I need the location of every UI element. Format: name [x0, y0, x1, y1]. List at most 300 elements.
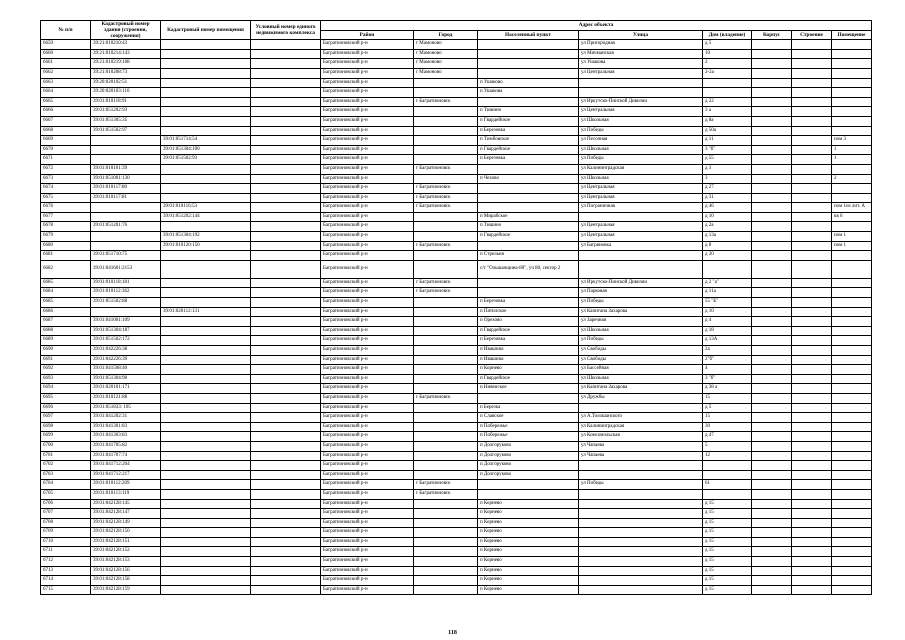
- building-cell: [792, 222, 832, 232]
- district-cell: Багратионовский р-н: [321, 68, 414, 78]
- building-cell: [792, 307, 832, 317]
- settlement-cell: [478, 241, 579, 251]
- district-cell: Багратионовский р-н: [321, 298, 414, 308]
- korpus-cell: [752, 203, 792, 213]
- cadastral-building-cell: 39:01:042128:145: [91, 499, 161, 509]
- table-row: [41, 78, 872, 88]
- settlement-cell: п Тимбовское: [478, 136, 579, 146]
- korpus-cell: [752, 432, 792, 442]
- cadastral-room-cell: [161, 451, 251, 461]
- room-cell: [832, 537, 872, 547]
- conditional-number-cell: [251, 336, 321, 346]
- cadastral-room-cell: [161, 97, 251, 107]
- building-cell: [792, 365, 832, 375]
- street-cell: [579, 528, 703, 538]
- conditional-number-cell: [251, 278, 321, 288]
- room-cell: [832, 40, 872, 50]
- settlement-cell: п Ушакова: [478, 88, 579, 98]
- conditional-number-cell: [251, 537, 321, 547]
- city-cell: г Багратионовск: [414, 241, 478, 251]
- street-cell: ул Бассейная: [579, 365, 703, 375]
- district-cell: Багратионовский р-н: [321, 136, 414, 146]
- cadastral-room-cell: 39:01:051714:54: [161, 136, 251, 146]
- table-row: [41, 403, 872, 413]
- korpus-cell: [752, 326, 792, 336]
- korpus-cell: [752, 566, 792, 576]
- row-number: 6701: [41, 451, 91, 461]
- korpus-cell: [752, 40, 792, 50]
- table-row: [41, 537, 872, 547]
- house-cell: д 31: [703, 193, 752, 203]
- table-row: [41, 298, 872, 308]
- cadastral-building-cell: 39:21:010208:73: [91, 68, 161, 78]
- room-cell: [832, 184, 872, 194]
- street-cell: ул Школьная: [579, 374, 703, 384]
- district-cell: Багратионовский р-н: [321, 97, 414, 107]
- settlement-cell: [478, 49, 579, 59]
- cadastral-building-cell: 39:01:051833: 105: [91, 403, 161, 413]
- district-cell: Багратионовский р-н: [321, 528, 414, 538]
- house-cell: д 2а: [703, 222, 752, 232]
- cadastral-room-cell: 39:01:051502:93: [161, 155, 251, 165]
- cadastral-room-cell: [161, 384, 251, 394]
- row-number: 6706: [41, 499, 91, 509]
- district-cell: Багратионовский р-н: [321, 174, 414, 184]
- cadastral-room-cell: [161, 49, 251, 59]
- cadastral-building-cell: 39:01:042128:149: [91, 518, 161, 528]
- cadastral-building-cell: 39:01:041601:2153: [91, 260, 161, 278]
- house-cell: д 10: [703, 212, 752, 222]
- table-row: [41, 509, 872, 519]
- settlement-cell: п Березовка: [478, 336, 579, 346]
- room-cell: [832, 355, 872, 365]
- street-cell: ул Победы: [579, 126, 703, 136]
- table-row: [41, 288, 872, 298]
- cadastral-building-cell: [91, 203, 161, 213]
- room-cell: пом 3: [832, 136, 872, 146]
- table-row: [41, 365, 872, 375]
- korpus-cell: [752, 518, 792, 528]
- conditional-number-cell: [251, 566, 321, 576]
- conditional-number-cell: [251, 68, 321, 78]
- header-korpus: Корпус: [752, 30, 792, 40]
- building-cell: [792, 203, 832, 213]
- district-cell: Багратионовский р-н: [321, 441, 414, 451]
- row-number: 6685: [41, 278, 91, 288]
- district-cell: Багратионовский р-н: [321, 116, 414, 126]
- house-cell: 2а: [703, 346, 752, 356]
- cadastral-building-cell: 39:01:041707:74: [91, 451, 161, 461]
- header-city: Город: [414, 30, 478, 40]
- building-cell: [792, 374, 832, 384]
- conditional-number-cell: [251, 164, 321, 174]
- header-district: Район: [321, 30, 414, 40]
- korpus-cell: [752, 49, 792, 59]
- city-cell: [414, 251, 478, 261]
- room-cell: пом 1: [832, 241, 872, 251]
- cadastral-room-cell: [161, 126, 251, 136]
- room-cell: [832, 413, 872, 423]
- street-cell: [579, 78, 703, 88]
- table-row: [41, 59, 872, 69]
- conditional-number-cell: [251, 184, 321, 194]
- header-cadastral-room: Кадастровый номер помещения: [161, 21, 251, 40]
- header-room: Помещение: [832, 30, 872, 40]
- header-building: Строение: [792, 30, 832, 40]
- city-cell: [414, 317, 478, 327]
- cadastral-building-cell: 39:01:051502:97: [91, 126, 161, 136]
- settlement-cell: п Гвардейское: [478, 145, 579, 155]
- cadastral-room-cell: [161, 547, 251, 557]
- cadastral-building-cell: [91, 212, 161, 222]
- row-number: 6671: [41, 155, 91, 165]
- settlement-cell: п Корнево: [478, 566, 579, 576]
- table-row: [41, 336, 872, 346]
- conditional-number-cell: [251, 403, 321, 413]
- cadastral-room-cell: [161, 116, 251, 126]
- cadastral-building-cell: 39:21:010214:143: [91, 49, 161, 59]
- korpus-cell: [752, 107, 792, 117]
- cadastral-building-cell: 39:01:051304:90: [91, 374, 161, 384]
- street-cell: ул Школьная: [579, 326, 703, 336]
- house-cell: д 13А: [703, 336, 752, 346]
- room-cell: 1: [832, 145, 872, 155]
- street-cell: [579, 547, 703, 557]
- korpus-cell: [752, 413, 792, 423]
- street-cell: ул Пригородная: [579, 40, 703, 50]
- house-cell: 3: [703, 174, 752, 184]
- street-cell: ул Иркутско-Пинской Дивизии: [579, 97, 703, 107]
- conditional-number-cell: [251, 326, 321, 336]
- table-row: [41, 155, 872, 165]
- table-row: [41, 499, 872, 509]
- street-cell: [579, 576, 703, 586]
- building-cell: [792, 528, 832, 538]
- street-cell: [579, 537, 703, 547]
- cadastral-building-cell: [91, 232, 161, 242]
- table-row: [41, 480, 872, 490]
- cadastral-room-cell: 39:01:010116:53: [161, 203, 251, 213]
- street-cell: ул Школьная: [579, 174, 703, 184]
- settlement-cell: п Побережье: [478, 422, 579, 432]
- city-cell: [414, 336, 478, 346]
- house-cell: [703, 260, 752, 278]
- korpus-cell: [752, 576, 792, 586]
- street-cell: ул Пограничная: [579, 203, 703, 213]
- row-number: 6660: [41, 49, 91, 59]
- cadastral-building-cell: 39:21:010210:43: [91, 40, 161, 50]
- korpus-cell: [752, 336, 792, 346]
- korpus-cell: [752, 232, 792, 242]
- district-cell: Багратионовский р-н: [321, 422, 414, 432]
- room-cell: [832, 393, 872, 403]
- settlement-cell: п Корнево: [478, 365, 579, 375]
- korpus-cell: [752, 212, 792, 222]
- street-cell: [579, 518, 703, 528]
- house-cell: д 15: [703, 509, 752, 519]
- district-cell: Багратионовский р-н: [321, 232, 414, 242]
- building-cell: [792, 461, 832, 471]
- korpus-cell: [752, 298, 792, 308]
- cadastral-room-cell: [161, 317, 251, 327]
- row-number: 6690: [41, 346, 91, 356]
- room-cell: [832, 346, 872, 356]
- conditional-number-cell: [251, 422, 321, 432]
- conditional-number-cell: [251, 232, 321, 242]
- district-cell: Багратионовский р-н: [321, 222, 414, 232]
- district-cell: Багратионовский р-н: [321, 145, 414, 155]
- table-row: [41, 585, 872, 595]
- conditional-number-cell: [251, 174, 321, 184]
- building-cell: [792, 547, 832, 557]
- settlement-cell: [478, 288, 579, 298]
- district-cell: Багратионовский р-н: [321, 393, 414, 403]
- city-cell: [414, 547, 478, 557]
- building-cell: [792, 317, 832, 327]
- house-cell: д 5: [703, 40, 752, 50]
- city-cell: [414, 518, 478, 528]
- house-cell: д 47: [703, 432, 752, 442]
- building-cell: [792, 78, 832, 88]
- settlement-cell: п Долгоруково: [478, 470, 579, 480]
- settlement-cell: п Корнево: [478, 576, 579, 586]
- district-cell: Багратионовский р-н: [321, 212, 414, 222]
- city-cell: [414, 451, 478, 461]
- street-cell: ул Центральная: [579, 107, 703, 117]
- conditional-number-cell: [251, 489, 321, 499]
- conditional-number-cell: [251, 393, 321, 403]
- korpus-cell: [752, 422, 792, 432]
- conditional-number-cell: [251, 346, 321, 356]
- district-cell: Багратионовский р-н: [321, 184, 414, 194]
- district-cell: Багратионовский р-н: [321, 384, 414, 394]
- house-cell: д 20: [703, 251, 752, 261]
- house-cell: д 15: [703, 499, 752, 509]
- district-cell: Багратионовский р-н: [321, 203, 414, 213]
- building-cell: [792, 116, 832, 126]
- city-cell: [414, 126, 478, 136]
- cadastral-room-cell: [161, 374, 251, 384]
- building-cell: [792, 97, 832, 107]
- row-number: 6661: [41, 59, 91, 69]
- building-cell: [792, 68, 832, 78]
- settlement-cell: п Березовка: [478, 298, 579, 308]
- settlement-cell: п Ивашина: [478, 355, 579, 365]
- korpus-cell: [752, 184, 792, 194]
- cadastral-room-cell: 39:01:051202:144: [161, 212, 251, 222]
- house-cell: д 38 а: [703, 384, 752, 394]
- cadastral-room-cell: [161, 278, 251, 288]
- korpus-cell: [752, 528, 792, 538]
- row-number: 6710: [41, 537, 91, 547]
- header-house: Дом (владение): [703, 30, 752, 40]
- room-cell: [832, 288, 872, 298]
- room-cell: [832, 576, 872, 586]
- header-num: № п/п: [41, 21, 91, 40]
- district-cell: Багратионовский р-н: [321, 480, 414, 490]
- room-cell: [832, 260, 872, 278]
- conditional-number-cell: [251, 145, 321, 155]
- cadastral-room-cell: [161, 336, 251, 346]
- room-cell: [832, 585, 872, 595]
- room-cell: [832, 489, 872, 499]
- korpus-cell: [752, 547, 792, 557]
- street-cell: ул Комсомольская: [579, 432, 703, 442]
- city-cell: г Багратионовск: [414, 393, 478, 403]
- conditional-number-cell: [251, 480, 321, 490]
- district-cell: Багратионовский р-н: [321, 307, 414, 317]
- row-number: 6692: [41, 365, 91, 375]
- settlement-cell: [478, 278, 579, 288]
- cadastral-building-cell: [91, 155, 161, 165]
- settlement-cell: п Долгоруково: [478, 451, 579, 461]
- conditional-number-cell: [251, 547, 321, 557]
- table-row: [41, 222, 872, 232]
- row-number: 6707: [41, 509, 91, 519]
- cadastral-room-cell: [161, 365, 251, 375]
- row-number: 6686: [41, 307, 91, 317]
- building-cell: [792, 557, 832, 567]
- district-cell: Багратионовский р-н: [321, 346, 414, 356]
- conditional-number-cell: [251, 193, 321, 203]
- house-cell: 4: [703, 365, 752, 375]
- conditional-number-cell: [251, 317, 321, 327]
- district-cell: Багратионовский р-н: [321, 241, 414, 251]
- conditional-number-cell: [251, 241, 321, 251]
- house-cell: д 8: [703, 241, 752, 251]
- table-row: [41, 174, 872, 184]
- building-cell: [792, 441, 832, 451]
- house-cell: 2-2а: [703, 68, 752, 78]
- district-cell: Багратионовский р-н: [321, 576, 414, 586]
- table-row: [41, 547, 872, 557]
- conditional-number-cell: [251, 40, 321, 50]
- cadastral-building-cell: 39:01:041712:204: [91, 461, 161, 471]
- table-row: [41, 145, 872, 155]
- korpus-cell: [752, 461, 792, 471]
- district-cell: Багратионовский р-н: [321, 537, 414, 547]
- building-cell: [792, 126, 832, 136]
- cadastral-room-cell: [161, 566, 251, 576]
- city-cell: [414, 346, 478, 356]
- korpus-cell: [752, 88, 792, 98]
- building-cell: [792, 576, 832, 586]
- building-cell: [792, 59, 832, 69]
- conditional-number-cell: [251, 413, 321, 423]
- district-cell: Багратионовский р-н: [321, 566, 414, 576]
- city-cell: [414, 528, 478, 538]
- street-cell: ул Багряновка: [579, 241, 703, 251]
- settlement-cell: [478, 393, 579, 403]
- building-cell: [792, 489, 832, 499]
- conditional-number-cell: [251, 260, 321, 278]
- cadastral-room-cell: [161, 537, 251, 547]
- cadastral-room-cell: [161, 346, 251, 356]
- street-cell: ул Парковая: [579, 288, 703, 298]
- house-cell: д 4: [703, 317, 752, 327]
- district-cell: Багратионовский р-н: [321, 585, 414, 595]
- conditional-number-cell: [251, 59, 321, 69]
- cadastral-room-cell: [161, 403, 251, 413]
- city-cell: [414, 576, 478, 586]
- house-cell: д 15: [703, 537, 752, 547]
- house-cell: д 11а: [703, 288, 752, 298]
- city-cell: [414, 326, 478, 336]
- room-cell: [832, 451, 872, 461]
- korpus-cell: [752, 403, 792, 413]
- building-cell: [792, 384, 832, 394]
- cadastral-building-cell: 39:01:041202:31: [91, 413, 161, 423]
- street-cell: ул Капитана Захарова: [579, 384, 703, 394]
- korpus-cell: [752, 68, 792, 78]
- building-cell: [792, 326, 832, 336]
- street-cell: ул Свободы: [579, 355, 703, 365]
- cadastral-room-cell: [161, 576, 251, 586]
- row-number: 6708: [41, 518, 91, 528]
- cadastral-building-cell: 39:01:041508:40: [91, 365, 161, 375]
- conditional-number-cell: [251, 155, 321, 165]
- street-cell: ул Центральная: [579, 68, 703, 78]
- settlement-cell: п Ивашина: [478, 346, 579, 356]
- row-number: 6713: [41, 566, 91, 576]
- settlement-cell: п Стрельня: [478, 251, 579, 261]
- korpus-cell: [752, 499, 792, 509]
- district-cell: Багратионовский р-н: [321, 365, 414, 375]
- room-cell: [832, 49, 872, 59]
- house-cell: 15: [703, 413, 752, 423]
- room-cell: [832, 222, 872, 232]
- table-row: [41, 518, 872, 528]
- korpus-cell: [752, 288, 792, 298]
- row-number: 6680: [41, 241, 91, 251]
- row-number: 6672: [41, 164, 91, 174]
- cadastral-room-cell: [161, 393, 251, 403]
- district-cell: Багратионовский р-н: [321, 326, 414, 336]
- city-cell: [414, 441, 478, 451]
- row-number: 6711: [41, 547, 91, 557]
- district-cell: Багратионовский р-н: [321, 355, 414, 365]
- street-cell: [579, 566, 703, 576]
- table-row: [41, 317, 872, 327]
- table-row: [41, 384, 872, 394]
- korpus-cell: [752, 346, 792, 356]
- settlement-cell: п Корнево: [478, 518, 579, 528]
- conditional-number-cell: [251, 212, 321, 222]
- cadastral-building-cell: 39:01:010112:362: [91, 288, 161, 298]
- city-cell: [414, 145, 478, 155]
- street-cell: ул А.Толошанского: [579, 413, 703, 423]
- settlement-cell: с/т "Ольшанщина-80", уч 80, сектор 2: [478, 260, 579, 278]
- city-cell: [414, 374, 478, 384]
- korpus-cell: [752, 164, 792, 174]
- building-cell: [792, 288, 832, 298]
- row-number: 6702: [41, 461, 91, 471]
- settlement-cell: п Славское: [478, 413, 579, 423]
- district-cell: Багратионовский р-н: [321, 509, 414, 519]
- table-row: [41, 232, 872, 242]
- row-number: 6675: [41, 193, 91, 203]
- conditional-number-cell: [251, 288, 321, 298]
- row-number: 6684: [41, 288, 91, 298]
- house-cell: д 2 "а": [703, 278, 752, 288]
- settlement-cell: п Мирабское: [478, 212, 579, 222]
- building-cell: [792, 422, 832, 432]
- house-cell: д 18: [703, 326, 752, 336]
- table-row: [41, 68, 872, 78]
- street-cell: ул Мичманская: [579, 49, 703, 59]
- cadastral-building-cell: 39:01:010113:119: [91, 489, 161, 499]
- row-number: 6670: [41, 145, 91, 155]
